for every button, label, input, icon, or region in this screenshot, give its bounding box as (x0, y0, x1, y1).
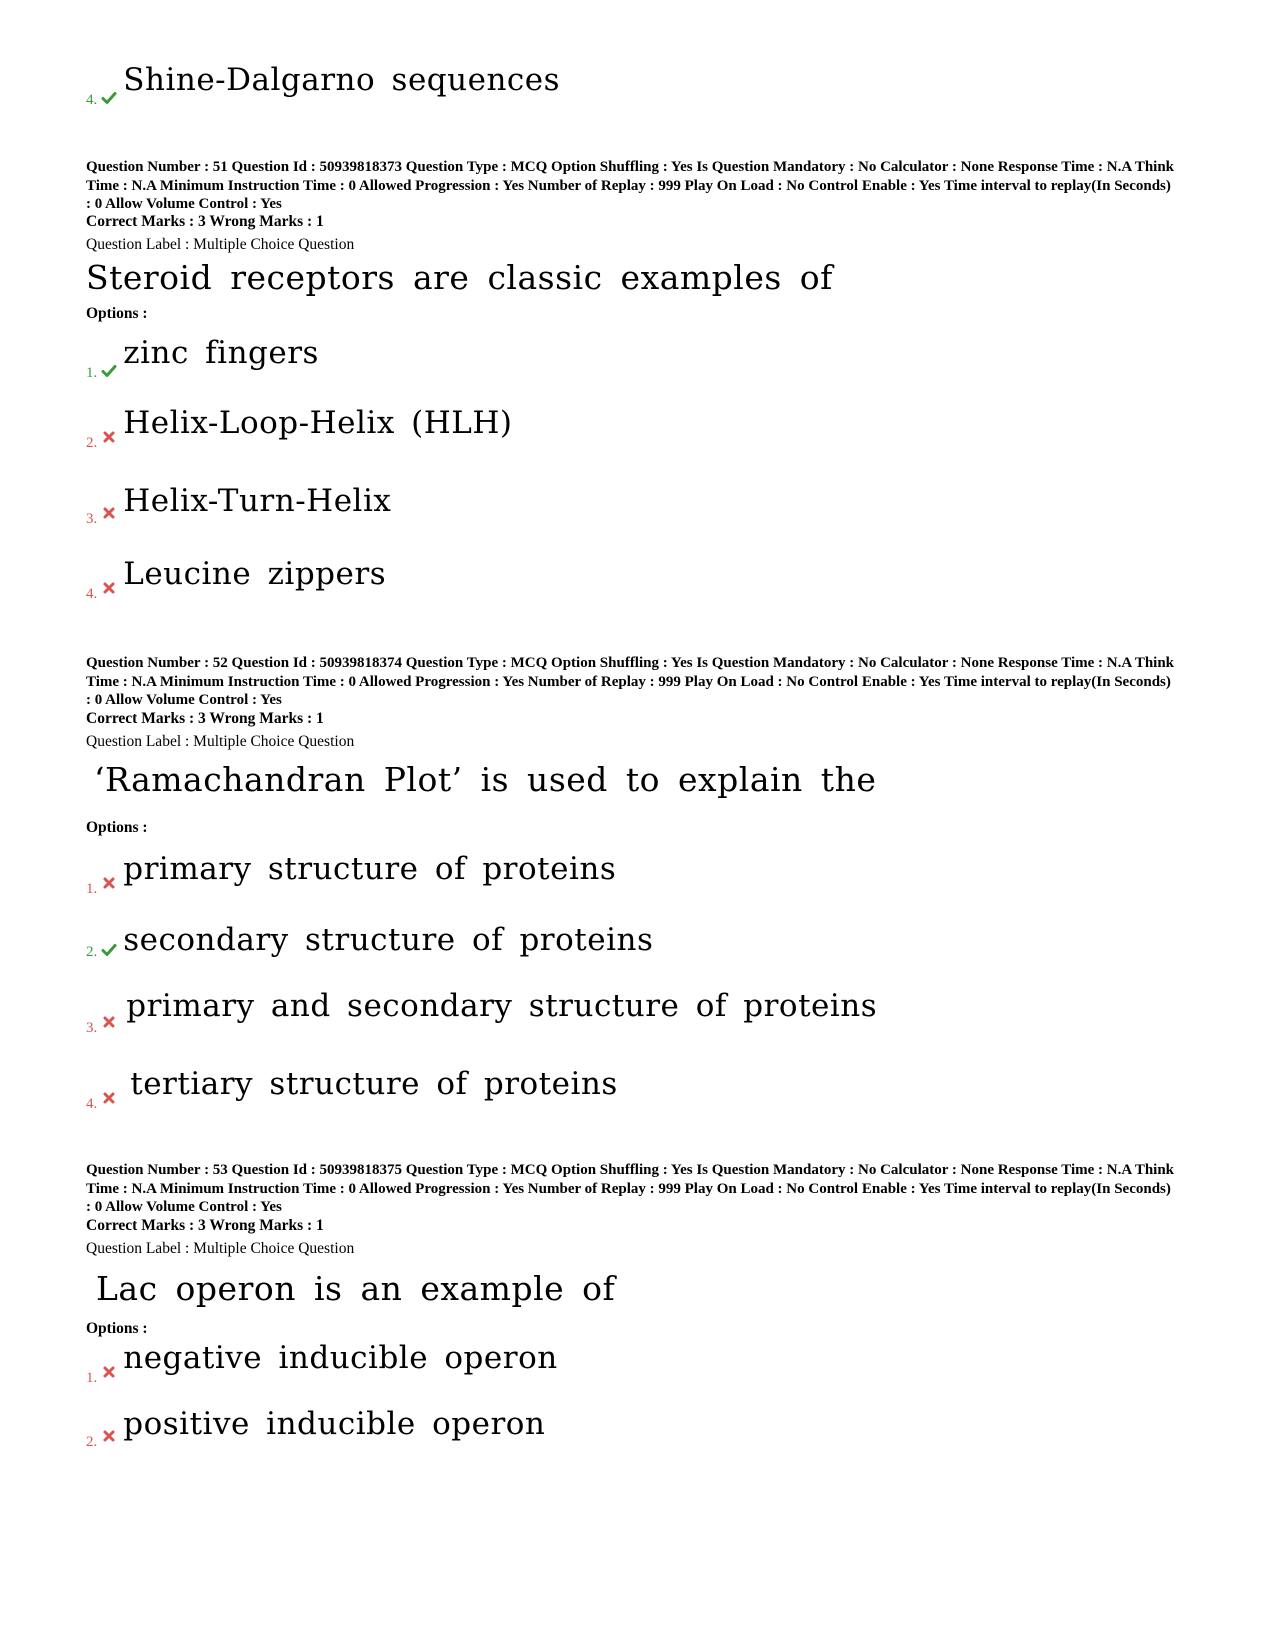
cross-icon (101, 1364, 117, 1380)
option-row (86, 62, 560, 108)
options-heading: Options : (86, 305, 148, 322)
option-number: 1. (86, 1370, 98, 1386)
option-text: Leucine zippers (123, 556, 387, 592)
option-row (86, 335, 319, 381)
options-heading: Options : (86, 819, 148, 836)
option-text: positive inducible operon (123, 1406, 546, 1442)
cross-icon (101, 505, 117, 521)
check-icon (101, 942, 117, 958)
question-marks: Correct Marks : 3 Wrong Marks : 1 (86, 710, 324, 727)
option-row (86, 1066, 618, 1112)
option-row (86, 1406, 545, 1450)
cross-icon (101, 1090, 117, 1106)
option-row (86, 405, 513, 451)
option-row (86, 851, 616, 897)
question-label: Question Label : Multiple Choice Question (86, 236, 355, 253)
cross-icon (101, 1014, 117, 1030)
question-meta: Question Number : 52 Question Id : 50939818374 Question Type : MCQ Option Shuffling : Yes Is Question Mandatory : No Calculator : None Response Time : N.A Think Time : N.A Minimum Instruction Time : 0 Allowed Progression : Yes Number of Replay : 999 Play On Load : No Control Enable : Yes Time interval to replay(In Seconds) : 0 Allow Volume Control : Yes (86, 655, 1175, 708)
option-row (86, 1340, 558, 1386)
option-number: 1. (86, 365, 98, 381)
option-text: Shine-Dalgarno sequences (123, 62, 561, 98)
option-number: 4. (86, 1096, 98, 1112)
option-text: primary and secondary structure of proteins (126, 988, 878, 1024)
option-number: 3. (86, 1020, 98, 1036)
option-number: 2. (86, 435, 98, 451)
cross-icon (101, 1428, 117, 1444)
option-text: Helix-Loop-Helix (HLH) (123, 405, 513, 441)
option-text: negative inducible operon (123, 1340, 558, 1376)
question-label: Question Label : Multiple Choice Question (86, 1240, 355, 1257)
option-row (86, 922, 653, 960)
option-row (86, 988, 877, 1036)
question-text: Lac operon is an example of (96, 1269, 616, 1308)
options-heading: Options : (86, 1320, 148, 1337)
question-text: Steroid receptors are classic examples of (86, 258, 833, 297)
question-marks: Correct Marks : 3 Wrong Marks : 1 (86, 1217, 324, 1234)
option-text: zinc fingers (123, 335, 319, 371)
option-number: 4. (86, 92, 98, 108)
option-text: tertiary structure of proteins (130, 1066, 618, 1102)
cross-icon (101, 875, 117, 891)
cross-icon (101, 429, 117, 445)
question-label: Question Label : Multiple Choice Question (86, 733, 355, 750)
option-row (86, 483, 391, 527)
cross-icon (101, 580, 117, 596)
option-number: 3. (86, 511, 98, 527)
option-number: 2. (86, 1434, 98, 1450)
option-number: 2. (86, 944, 98, 960)
option-number: 1. (86, 881, 98, 897)
option-text: secondary structure of proteins (123, 922, 654, 958)
check-icon (101, 363, 117, 379)
option-number: 4. (86, 586, 98, 602)
option-text: Helix-Turn-Helix (123, 483, 392, 519)
question-text: ‘Ramachandran Plot’ is used to explain the (94, 760, 877, 799)
option-text: primary structure of proteins (123, 851, 617, 887)
option-row (86, 556, 386, 602)
question-marks: Correct Marks : 3 Wrong Marks : 1 (86, 213, 324, 230)
check-icon (101, 90, 117, 106)
question-meta: Question Number : 51 Question Id : 50939818373 Question Type : MCQ Option Shuffling : Yes Is Question Mandatory : No Calculator : None Response Time : N.A Think Time : N.A Minimum Instruction Time : 0 Allowed Progression : Yes Number of Replay : 999 Play On Load : No Control Enable : Yes Time interval to replay(In Seconds) : 0 Allow Volume Control : Yes (86, 159, 1175, 212)
question-meta: Question Number : 53 Question Id : 50939818375 Question Type : MCQ Option Shuffling : Yes Is Question Mandatory : No Calculator : None Response Time : N.A Think Time : N.A Minimum Instruction Time : 0 Allowed Progression : Yes Number of Replay : 999 Play On Load : No Control Enable : Yes Time interval to replay(In Seconds) : 0 Allow Volume Control : Yes (86, 1162, 1175, 1215)
